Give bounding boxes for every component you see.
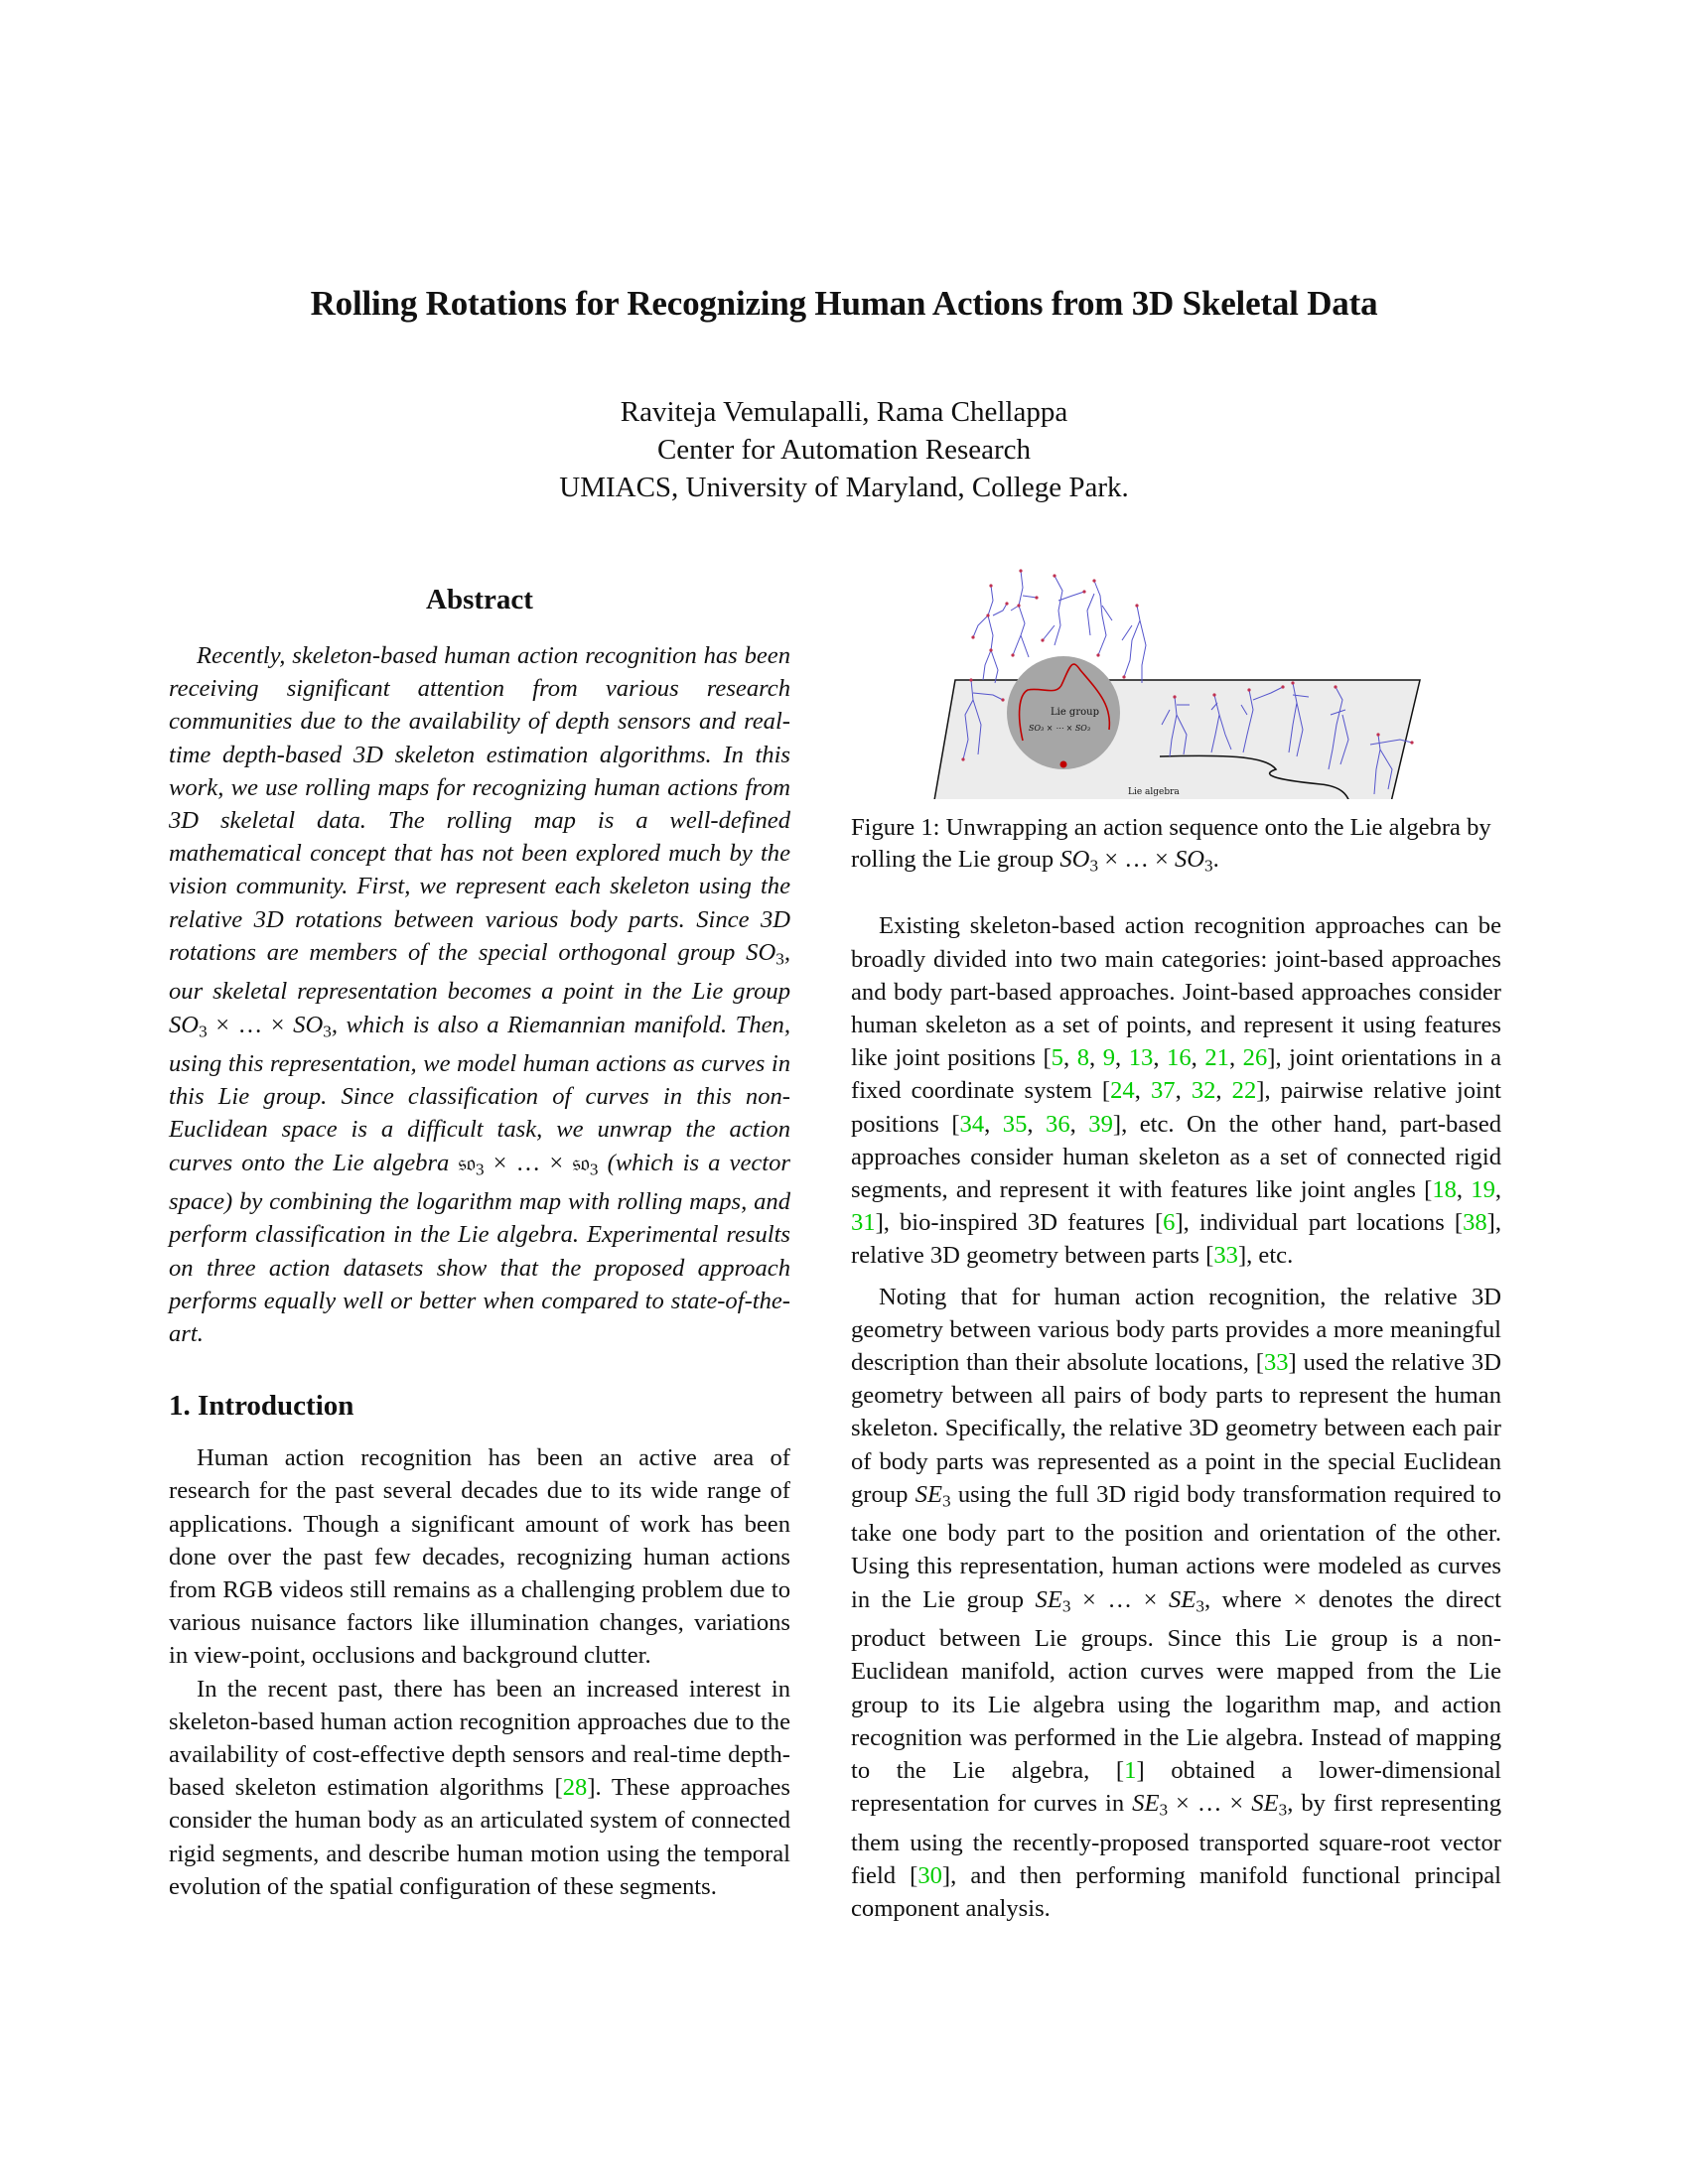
section-heading-introduction: 1. Introduction (169, 1390, 354, 1423)
citation-link[interactable]: 21 (1204, 1044, 1229, 1072)
svg-text:Lie group: Lie group (1051, 707, 1099, 718)
author-block (0, 393, 1688, 506)
affiliation-2: UMIACS, University of Maryland, College Park. (559, 472, 1129, 503)
citation-link[interactable]: 30 (917, 1861, 942, 1889)
intro-paragraph-2: In the recent past, there has been an increased interest in skeleton-based human action recognition approaches due to the availability of cost-effective depth sensors and real-time depth-based skeleton estimation algorithms [28]. These approaches consider the human body as an articulated system of connected rigid segments, and describe human motion using the temporal evolution of the spatial configuration of these segments. (169, 1675, 790, 1900)
citation-link[interactable]: 37 (1150, 1077, 1176, 1105)
citation-link[interactable]: 9 (1102, 1044, 1115, 1072)
figure-1-caption: Figure 1: Unwrapping an action sequence onto the Lie algebra by rolling the Lie group $SO_3$ × … × $SO_3$. (851, 814, 1491, 876)
authors: Raviteja Vemulapalli, Rama Chellappa (620, 396, 1068, 428)
citation-link[interactable]: 6 (1163, 1209, 1176, 1237)
citation-link[interactable]: 16 (1167, 1044, 1192, 1072)
citation-link[interactable]: 24 (1110, 1077, 1135, 1105)
citation-link[interactable]: 33 (1263, 1348, 1289, 1376)
citation-link[interactable]: 19 (1471, 1175, 1495, 1203)
abstract-heading: Abstract (426, 584, 533, 615)
citation-link[interactable]: 8 (1076, 1044, 1089, 1072)
citation-link[interactable]: 38 (1463, 1209, 1487, 1237)
citation-link[interactable]: 5 (1051, 1044, 1063, 1072)
citation-link[interactable]: 18 (1432, 1175, 1457, 1203)
paper-title: Rolling Rotations for Recognizing Human Actions from 3D Skeletal Data (310, 284, 1378, 323)
left-column (169, 582, 790, 1903)
citation-link[interactable]: 22 (1231, 1077, 1257, 1105)
svg-text:SO₃ × ⋯ × SO₃: SO₃ × ⋯ × SO₃ (1029, 724, 1091, 733)
citation-link[interactable]: 39 (1088, 1110, 1113, 1138)
intro-paragraph-1: Human action recognition has been an active area of research for the past several decades due to its wide range of applications. Though a significant amount of work has been done over the past few decades, recognizing human actions from RGB videos still remains as a challenging problem due to various nuisance factors like illumination changes, variations in view-point, occlusions and background clutter. (169, 1444, 790, 1670)
citation-link[interactable]: 31 (851, 1209, 876, 1237)
citation-link[interactable]: 1 (1124, 1756, 1137, 1784)
citation-link[interactable]: 26 (1242, 1044, 1268, 1072)
abstract-text: Recently, skeleton-based human action recognition has been receiving significant attention from various research communities due to the availability of depth sensors and real-time depth-based 3D skeleton estimation algorithms. In this work, we use rolling maps for recognizing human actions from 3D skeletal data. The rolling map is a well-defined mathematical concept that has not been explored much by the vision community. First, we represent each skeleton using the relative 3D rotations between various body parts. Since 3D rotations are members of the special orthogonal group $SO_3$, our skeletal representation becomes a point in the Lie group $SO_3$ × … × $SO_3$, which is also a Riemannian manifold. Then, using this representation, we model human actions as curves in this Lie group. Since classification of curves in this non-Euclidean space is a difficult task, we unwrap the action curves onto the Lie algebra 𝔰𝔬$_3$ × … × 𝔰𝔬$_3$ (which is a vector space) by combining the logarithm map with rolling maps, and perform classification in the Lie algebra. Experimental results on three action datasets show that the proposed approach performs equally well or better when compared to state-of-the-art. (169, 642, 790, 1347)
citation-link[interactable]: 13 (1128, 1044, 1154, 1072)
affiliation-1: Center for Automation Research (656, 434, 1032, 466)
citation-link[interactable]: 36 (1046, 1110, 1070, 1138)
citation-link[interactable]: 34 (959, 1110, 985, 1138)
rolling-map-illustration (933, 566, 1450, 799)
citation-link[interactable]: 35 (1002, 1110, 1028, 1138)
citation-link[interactable]: 32 (1191, 1077, 1216, 1105)
svg-text:Lie algebra: Lie algebra (1128, 787, 1180, 797)
citation-link[interactable]: 28 (562, 1774, 588, 1802)
figure-1-diagram (933, 566, 1450, 799)
paragraph-existing-approaches: Existing skeleton-based action recognition approaches can be broadly divided into two main categories: joint-based approaches and body part-based approaches. Joint-based approaches consider human skeleton as a set of points, and represent it using features like joint positions [5, 8, 9, 13, 16, 21, 26], joint orientations in a fixed coordinate system [24, 37, 32, 22], pairwise relative joint positions [34, 35, 36, 39], etc. On the other hand, part-based approaches consider human skeleton as a set of connected rigid segments, and represent it with features like joint angles [18, 19, 31], bio-inspired 3D features [6], individual part locations [38], relative 3D geometry between parts [33], etc. (851, 912, 1502, 1270)
citation-link[interactable]: 33 (1213, 1242, 1238, 1270)
right-column (851, 812, 1501, 1933)
paragraph-relative-geometry: Noting that for human action recognition, the relative 3D geometry between various body parts provides a more meaningful description than their absolute locations, [33] used the relative 3D geometry between all pairs of body parts to represent the human skeleton. Specifically, the relative 3D geometry between each pair of body parts was represented as a point in the special Euclidean group $SE_3$ using the full 3D rigid body transformation required to take one body part to the position and orientation of the other. Using this representation, human actions were modeled as curves in the Lie group $SE_3$ × … × $SE_3$, where × denotes the direct product between Lie groups. Since this Lie group is a non-Euclidean manifold, action curves were mapped from the Lie group to its Lie algebra using the logarithm map, and action recognition was performed in the Lie algebra. Instead of mapping to the Lie algebra, [1] obtained a lower-dimensional representation for curves in $SE_3$ × … × $SE_3$, by first representing them using the recently-proposed transported square-root vector field [30], and then performing manifold functional principal component analysis. (851, 1283, 1502, 1923)
